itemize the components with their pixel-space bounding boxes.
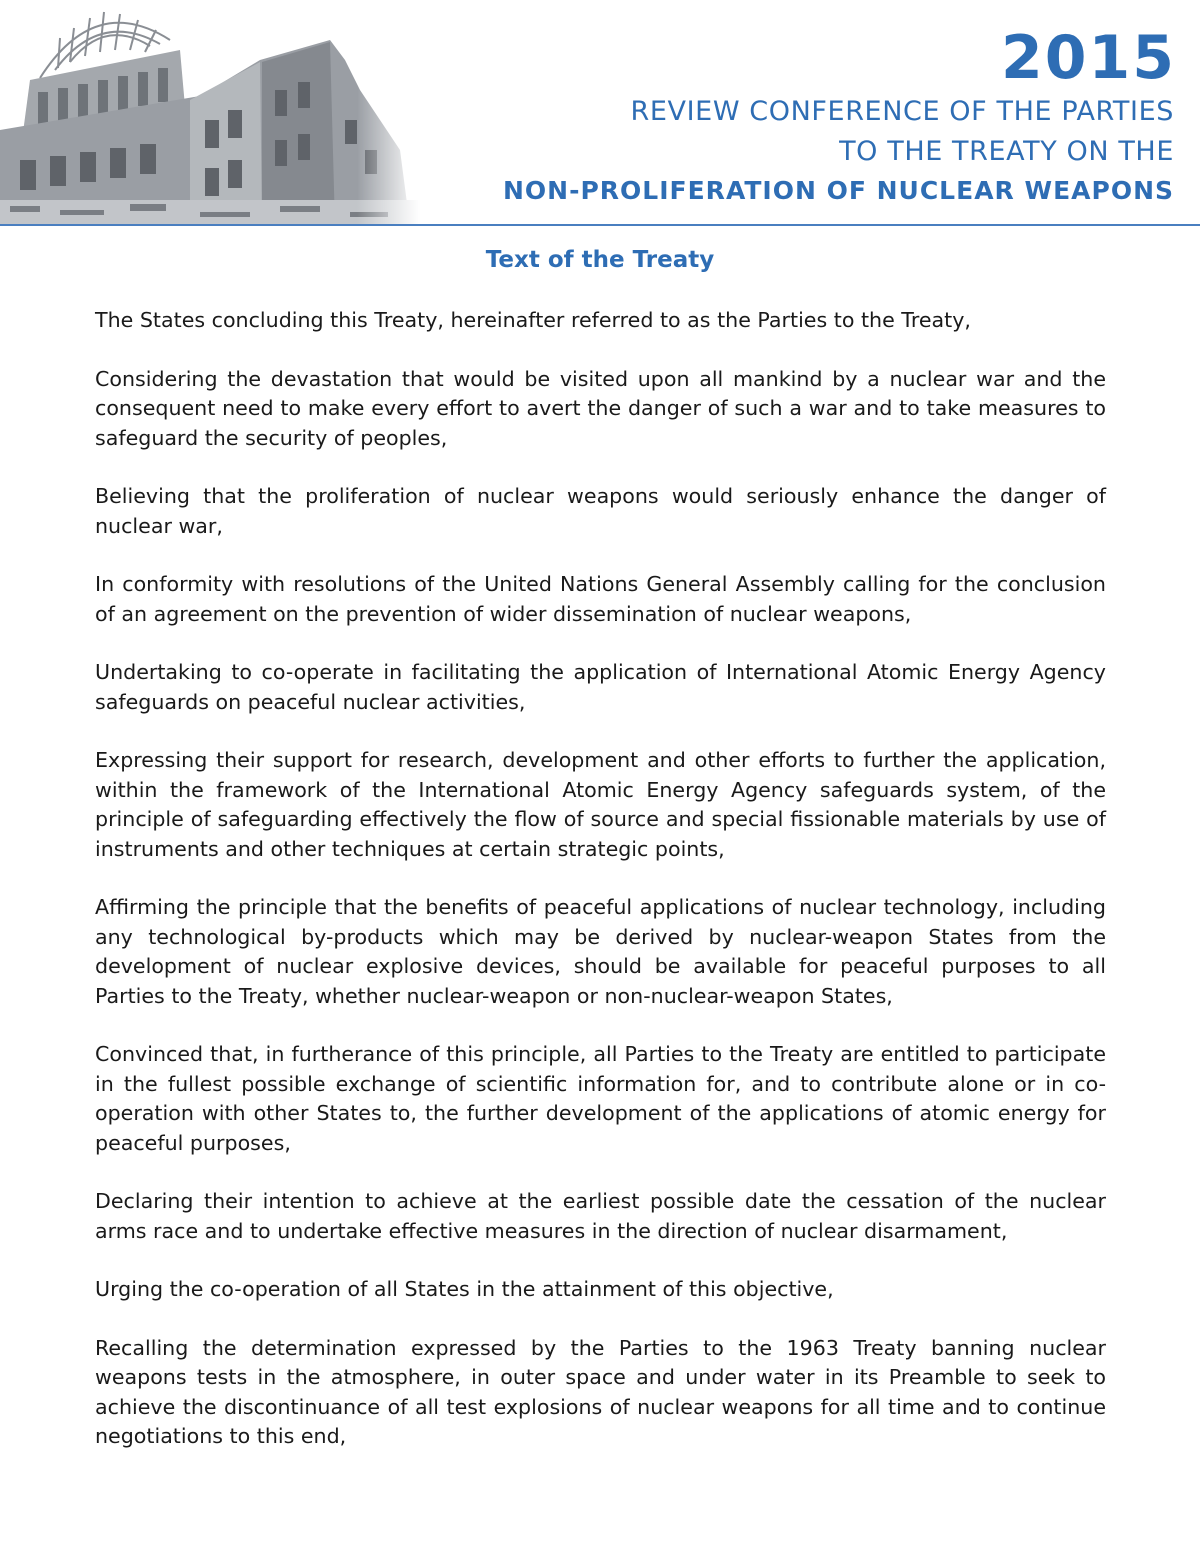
preamble-paragraph: Declaring their intention to achieve at the earliest possible date the cessation of the nuclear arms race and to undertake effective measures in the direction of nuclear disarmament,	[95, 1189, 1106, 1243]
preamble-paragraph: Convinced that, in furtherance of this principle, all Parties to the Treaty are entitled to participate in the fullest possible exchange of scientific information for, and to contribute alone or in co-operation with other States to, the further development of the applications of atomic energy for peaceful purposes,	[95, 1042, 1106, 1155]
preamble-paragraph: Expressing their support for research, development and other efforts to further the application, within the framework of the International Atomic Energy Agency safeguards system, of the principle of safeguarding effectively the flow of source and special fissionable materials by use of instruments and other techniques at certain strategic points,	[95, 748, 1106, 861]
treaty-preamble	[95, 306, 1106, 1481]
preamble-paragraph: Believing that the proliferation of nuclear weapons would seriously enhance the danger of nuclear war,	[95, 484, 1106, 538]
preamble-paragraph: Urging the co-operation of all States in the attainment of this objective,	[95, 1277, 834, 1301]
preamble-paragraph: Considering the devastation that would be visited upon all mankind by a nuclear war and the consequent need to make every effort to avert the danger of such a war and to take measures to safeguard the security of peoples,	[95, 366, 1106, 450]
preamble-paragraph: The States concluding this Treaty, hereinafter referred to as the Parties to the Treaty,	[95, 308, 971, 332]
header-divider	[0, 224, 1200, 226]
preamble-paragraph: Affirming the principle that the benefits of peaceful applications of nuclear technology, including any technological by-products which may be derived by nuclear-weapon States from the development of nuclear explosive devices, should be available for peaceful purposes to all Parties to the Treaty, whether nuclear-weapon or non-nuclear-weapon States,	[95, 895, 1106, 1008]
preamble-paragraph: Recalling the determination expressed by the Parties to the 1963 Treaty banning nuclear weapons tests in the atmosphere, in outer space and under water in its Preamble to seek to achieve the discontinuance of all test explosions of nuclear weapons for all time and to continue negotiations to this end,	[95, 1335, 1106, 1448]
preamble-paragraph: In conformity with resolutions of the United Nations General Assembly calling for the conclusion of an agreement on the prevention of wider dissemination of nuclear weapons,	[95, 572, 1106, 626]
conference-year: 2015	[1001, 23, 1176, 93]
preamble-paragraph: Undertaking to co-operate in facilitating the application of International Atomic Energy Agency safeguards on peaceful nuclear activities,	[95, 660, 1106, 714]
hiroshima-dome-illustration-icon	[0, 0, 420, 226]
conference-title-line-2: TO THE TREATY ON THE	[839, 136, 1174, 167]
document-title: Text of the Treaty	[485, 247, 715, 273]
conference-title-line-1: REVIEW CONFERENCE OF THE PARTIES	[630, 96, 1174, 127]
page-header	[0, 0, 1200, 226]
conference-title-line-3: NON-PROLIFERATION OF NUCLEAR WEAPONS	[503, 176, 1174, 205]
